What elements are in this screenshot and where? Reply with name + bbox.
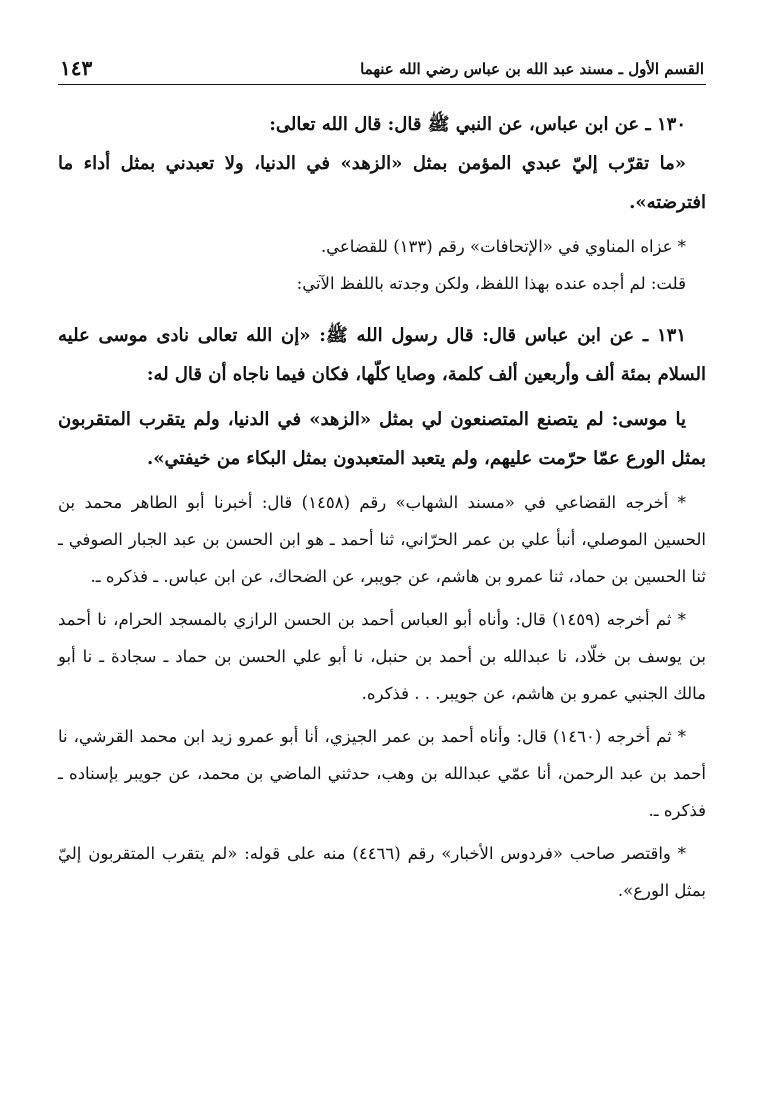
takhrij-paragraph-1: * أخرجه القضاعي في «مسند الشهاب» رقم (١٤٥٨) قال: أخبرنا أبو الطاهر محمد بن الحسين الموصلي، أنبأ علي بن عمر الحرّاني، ثنا أحمد ـ هو ابن الحسن بن عبد الجبار الصوفي ـ ثنا الحسين بن حماد، ثنا عمرو بن هاشم، عن جويبر، عن الضحاك، عن ابن عباس. ـ فذكره ـ. bbox=[58, 493, 706, 586]
page-number: ١٤٣ bbox=[60, 56, 93, 80]
hadith-131-heading: ١٣١ ـ عن ابن عباس قال: قال رسول الله ﷺ: «إن الله تعالى نادى موسى عليه السلام بمئة ألف وأربعين ألف كلمة، وصايا كلّها، فكان فيما ناجاه أن قال له: bbox=[58, 325, 706, 385]
page-header bbox=[58, 50, 706, 85]
hadith-131-text: يا موسى: لم يتصنع المتصنعون لي بمثل «الزهد» في الدنيا، ولم يتقرب المتقربون بمثل الورع عمّا حرّمت عليهم، ولم يتعبد المتعبدون بمثل البكاء من خيفتي». bbox=[58, 409, 706, 469]
hadith-130-note: قلت: لم أجده عنده بهذا اللفظ، ولكن وجدته باللفظ الآتي: bbox=[296, 274, 686, 293]
takhrij-paragraph-4: * واقتصر صاحب «فردوس الأخبار» رقم (٤٤٦٦) منه على قوله: «لم يتقرب المتقربون إليّ بمثل الورع». bbox=[58, 844, 706, 900]
takhrij-paragraph-3: * ثم أخرجه (١٤٦٠) قال: وأناه أحمد بن عمر الجيزي، أنا أبو عمرو زيد ابن محمد القرشي، نا أحمد بن عبد الرحمن، أنا عمّي عبدالله بن وهب، حدثني الماضي بن محمد، عن جويبر بإسناده ـ فذكره ـ. bbox=[58, 727, 706, 820]
running-header-title: القسم الأول ـ مسند عبد الله بن عباس رضي الله عنهما bbox=[360, 60, 704, 78]
hadith-130-takhrij: * عزاه المناوي في «الإتحافات» رقم (١٣٣) للقضاعي. bbox=[320, 237, 686, 256]
takhrij-paragraph-2: * ثم أخرجه (١٤٥٩) قال: وأناه أبو العباس أحمد بن الحسن الرازي بالمسجد الحرام، نا أحمد بن يوسف بن خلّاد، نا عبدالله بن أحمد بن حنبل، نا أبو علي الحسن بن حماد ـ سجادة ـ نا أبو مالك الجنبي عمرو بن هاشم، عن جويبر. . . فذكره. bbox=[58, 610, 706, 703]
hadith-130-text: «ما تقرّب إليّ عبدي المؤمن بمثل «الزهد» في الدنيا، ولا تعبدني بمثل أداء ما افترضته». bbox=[58, 153, 706, 213]
hadith-130-heading: ١٣٠ ـ عن ابن عباس، عن النبي ﷺ قال: قال الله تعالى: bbox=[269, 114, 686, 135]
book-page bbox=[58, 50, 706, 909]
